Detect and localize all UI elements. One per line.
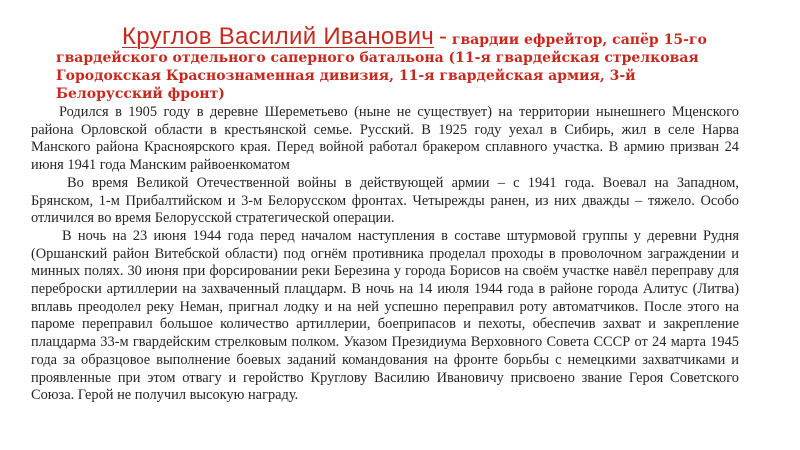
hero-name: Круглов Василий Иванович <box>122 23 435 50</box>
paragraph-birth: Родился в 1905 году в деревне Шереметьево (ныне не существует) на территории нынешнего Мценского района Орловской области в крестьянской семье. Русский. В 1925 году уехал в Сибирь, жил в селе Нарва Манского района Красноярского края. Перед войной работал бракером сплавного участка. В армию призван 24 июня 1941 года Манским райвоенкоматом <box>31 104 739 174</box>
paragraph-war-service: Во время Великой Отечественной войны в действующей армии – с 1941 года. Воевал на Западном, Брянском, 1-м Прибалтийском и 3-м Белорусском фронтах. Четырежды ранен, из них дважды – тяжело. Особо отличился во время Белорусской стратегической операции. <box>31 174 739 227</box>
paragraph-feat: В ночь на 23 июня 1944 года перед началом наступления в составе штурмовой группы у деревни Рудня (Оршанский район Витебской области) под огнём противника проделал проходы в проволочном заграждении и минных полях. 30 июня при форсировании реки Березина у города Борисов на своём участке навёл переправу для переброски артиллерии на захваченный плацдарм. В ночь на 14 июля 1944 года в районе города Алитус (Литва) вплавь преодолел реку Неман, пригнал лодку и на ней успешно переправил роту автоматчиков. После этого на пароме переправил большое количество артиллерии, боеприпасов и пехоты, обеспечив захват и закрепление плацдарма 33-м гвардейским стрелковым полком. Указом Президиума Верховного Совета СССР от 24 марта 1945 года за образцовое выполнение боевых заданий командования на фронте борьбы с немецкими захватчиками и проявленные при этом отвагу и геройство Круглову Василию Ивановичу присвоено звание Героя Советского Союза. Герой не получил высокую награду. <box>31 227 739 404</box>
biography-text <box>31 104 739 405</box>
hero-rank-unit: гвардии ефрейтор, сапёр 15-го гвардейского отдельного саперного батальона (11-я гвардейская стрелковая Городокская Краснознаменная дивизия, 11-я гвардейская армия, 3-й Белорусский фронт) <box>56 32 707 102</box>
slide-heading <box>56 23 746 103</box>
title-dash: - <box>439 23 447 50</box>
